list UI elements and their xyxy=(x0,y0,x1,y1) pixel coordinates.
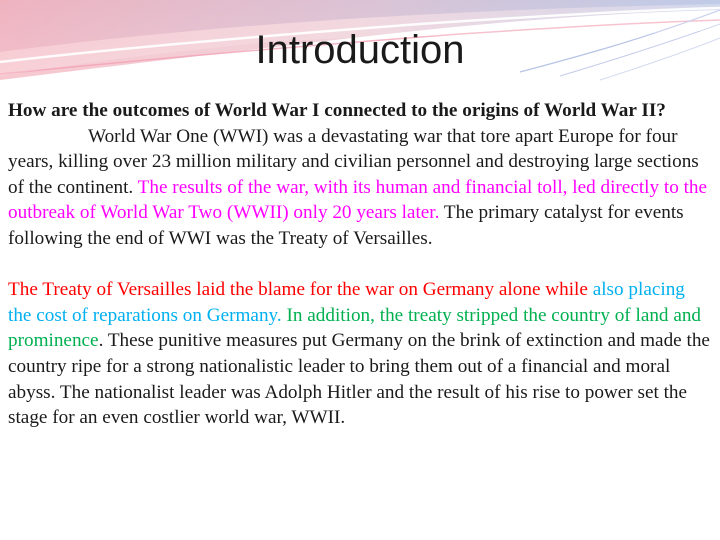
paragraph-wwi xyxy=(8,124,712,252)
treaty-consequence-text: . These punitive measures put Germany on the brink of extinction and made the country ripe for a strong nationalistic leader to bring them out of a financial and moral abyss. The nationalist leader was Adolph Hitler and the result of his rise to power set the stage for an even costlier world war, WWII. xyxy=(8,330,710,429)
guiding-question: How are the outcomes of World War I connected to the origins of World War II? xyxy=(8,100,666,121)
treaty-blame-text: The Treaty of Versailles laid the blame for the war on Germany alone while xyxy=(8,279,593,301)
paragraph-treaty xyxy=(8,277,712,431)
paragraph-wwi-text-a: World War One (WWI) was a devastating war that tore apart Europe for four years, killing over 23 million military and civilian personnel and destroying large sections of the continent. xyxy=(8,125,699,198)
slide-body xyxy=(8,98,712,431)
treaty-land-text: In addition, the treaty stripped the country of land and prominence xyxy=(8,304,702,352)
paragraph-wwi-highlight: The results of the war, with its human and financial toll, led directly to the outbreak of World War Two (WWII) only 20 years later. xyxy=(8,176,708,224)
slide-title: Introduction xyxy=(255,28,465,72)
treaty-reparations-text: also placing the cost of reparations on Germany. xyxy=(8,279,685,326)
paragraph-wwi-text-b: The primary catalyst for events following the end of WWI was the Treaty of Versailles. xyxy=(8,202,684,249)
